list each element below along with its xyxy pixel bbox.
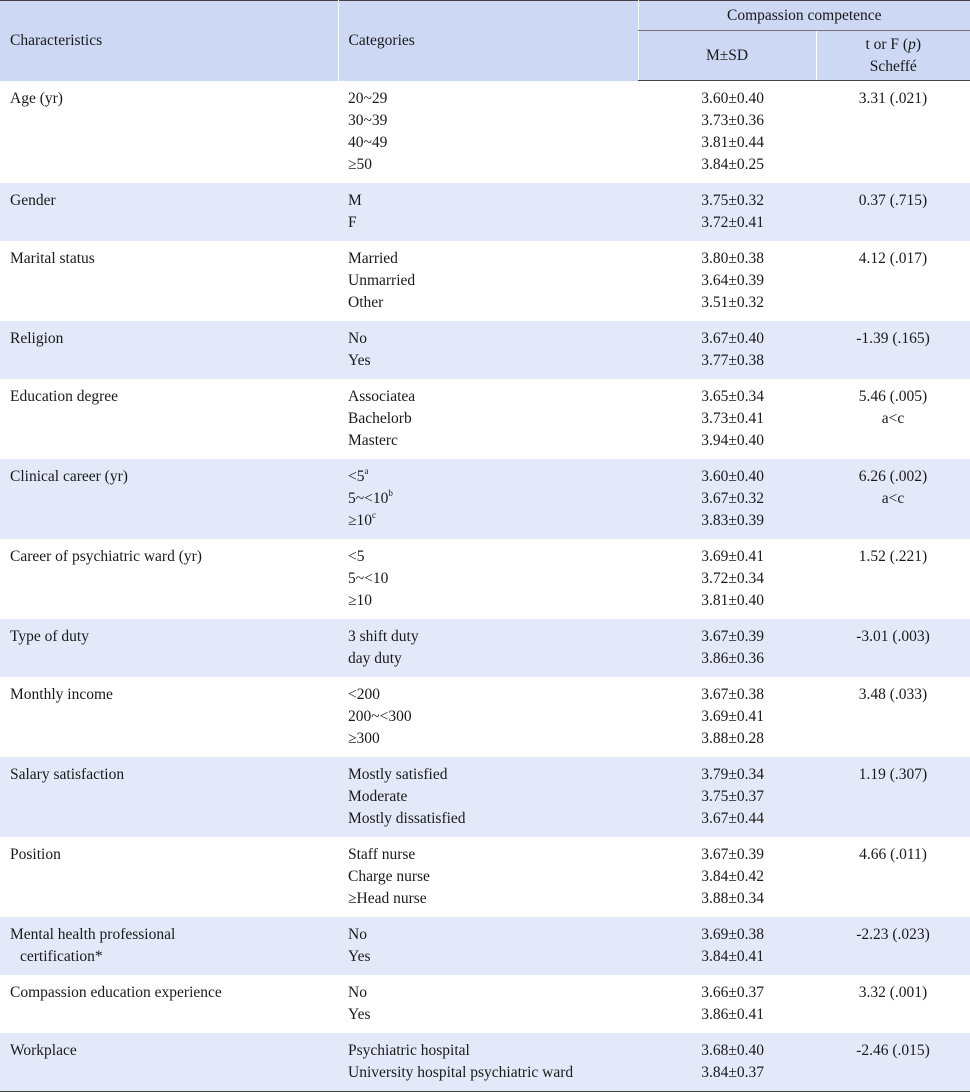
characteristic-cell xyxy=(0,619,338,677)
categories-cell xyxy=(338,241,638,321)
msd-value: 3.84±0.41 xyxy=(638,946,764,968)
category-item xyxy=(348,684,638,706)
table-header xyxy=(0,1,970,81)
test-statistic: 3.32 (.001) xyxy=(816,982,970,1004)
category-item xyxy=(348,1004,638,1026)
category-label: ≥Head nurse xyxy=(348,890,427,907)
table-row xyxy=(0,837,970,917)
msd-cell xyxy=(638,975,816,1033)
category-label: No xyxy=(348,984,367,1001)
msd-cell xyxy=(638,677,816,757)
table-row xyxy=(0,321,970,379)
category-item xyxy=(348,408,638,430)
msd-cell xyxy=(638,757,816,837)
characteristic-label: Education degree xyxy=(10,386,338,408)
characteristic-label: Career of psychiatric ward (yr) xyxy=(10,546,338,568)
category-item xyxy=(348,190,638,212)
category-label: 5~<10 xyxy=(348,490,388,507)
category-label: No xyxy=(348,330,367,347)
category-item xyxy=(348,982,638,1004)
msd-value: 3.73±0.41 xyxy=(638,408,764,430)
characteristic-label: Type of duty xyxy=(10,626,338,648)
table-row xyxy=(0,1033,970,1092)
msd-cell xyxy=(638,837,816,917)
category-label: Associatea xyxy=(348,388,415,405)
category-label: Masterc xyxy=(348,432,398,449)
test-cell xyxy=(816,917,970,975)
category-superscript: a xyxy=(365,466,369,476)
table-row xyxy=(0,539,970,619)
msd-value: 3.83±0.39 xyxy=(638,510,764,532)
characteristic-cell xyxy=(0,379,338,459)
header-test-p: p xyxy=(908,36,916,53)
test-cell xyxy=(816,1033,970,1092)
category-label: <5 xyxy=(348,548,365,565)
category-item xyxy=(348,430,638,452)
msd-value: 3.84±0.37 xyxy=(638,1062,764,1084)
msd-value: 3.84±0.25 xyxy=(638,154,764,176)
category-item xyxy=(348,946,638,968)
test-cell xyxy=(816,677,970,757)
category-item xyxy=(348,466,638,488)
table-row xyxy=(0,183,970,241)
scheffe-result: a<c xyxy=(816,408,970,430)
msd-value: 3.69±0.38 xyxy=(638,924,764,946)
msd-value: 3.67±0.38 xyxy=(638,684,764,706)
characteristic-cell xyxy=(0,757,338,837)
msd-value: 3.88±0.34 xyxy=(638,888,764,910)
characteristic-label: Clinical career (yr) xyxy=(10,466,338,488)
msd-cell xyxy=(638,619,816,677)
category-label: Psychiatric hospital xyxy=(348,1042,470,1059)
category-item xyxy=(348,1062,638,1084)
test-cell xyxy=(816,459,970,539)
characteristic-cell xyxy=(0,975,338,1033)
categories-cell xyxy=(338,183,638,241)
test-statistic: 4.12 (.017) xyxy=(816,248,970,270)
category-label: 20~29 xyxy=(348,90,387,107)
category-item xyxy=(348,110,638,132)
msd-cell xyxy=(638,379,816,459)
table-row xyxy=(0,379,970,459)
category-label: Staff nurse xyxy=(348,846,415,863)
table-row xyxy=(0,81,970,184)
table-row xyxy=(0,975,970,1033)
test-cell xyxy=(816,183,970,241)
characteristic-label: Monthly income xyxy=(10,684,338,706)
msd-cell xyxy=(638,1033,816,1092)
msd-cell xyxy=(638,459,816,539)
msd-value: 3.72±0.41 xyxy=(638,212,764,234)
characteristic-cell xyxy=(0,81,338,184)
header-categories: Categories xyxy=(338,1,638,81)
msd-value: 3.81±0.40 xyxy=(638,590,764,612)
characteristic-label: Marital status xyxy=(10,248,338,270)
test-statistic: 5.46 (.005) xyxy=(816,386,970,408)
category-item xyxy=(348,212,638,234)
category-label: ≥50 xyxy=(348,156,372,173)
category-item xyxy=(348,328,638,350)
categories-cell xyxy=(338,677,638,757)
category-label: M xyxy=(348,192,362,209)
test-statistic: -1.39 (.165) xyxy=(816,328,970,350)
header-characteristics: Characteristics xyxy=(0,1,338,81)
category-item xyxy=(348,350,638,372)
scheffe-result: a<c xyxy=(816,488,970,510)
msd-value: 3.66±0.37 xyxy=(638,982,764,1004)
characteristic-label: Workplace xyxy=(10,1040,338,1062)
header-test-suffix: ) xyxy=(916,36,921,53)
msd-value: 3.88±0.28 xyxy=(638,728,764,750)
msd-value: 3.60±0.40 xyxy=(638,466,764,488)
characteristic-label: Mental health professional xyxy=(10,924,338,946)
category-label: ≥10 xyxy=(348,512,372,529)
category-label: day duty xyxy=(348,650,402,667)
categories-cell xyxy=(338,539,638,619)
category-label: University hospital psychiatric ward xyxy=(348,1064,573,1081)
category-item xyxy=(348,808,638,830)
table-row xyxy=(0,677,970,757)
test-cell xyxy=(816,757,970,837)
category-item xyxy=(348,706,638,728)
test-statistic: 1.19 (.307) xyxy=(816,764,970,786)
category-label: Moderate xyxy=(348,788,407,805)
characteristic-cell xyxy=(0,241,338,321)
category-label: Yes xyxy=(348,352,371,369)
msd-value: 3.80±0.38 xyxy=(638,248,764,270)
msd-value: 3.64±0.39 xyxy=(638,270,764,292)
categories-cell xyxy=(338,1033,638,1092)
table-body xyxy=(0,81,970,1092)
msd-value: 3.84±0.42 xyxy=(638,866,764,888)
category-item xyxy=(348,728,638,750)
table-row xyxy=(0,459,970,539)
msd-cell xyxy=(638,917,816,975)
msd-value: 3.65±0.34 xyxy=(638,386,764,408)
characteristic-cell xyxy=(0,321,338,379)
category-item xyxy=(348,154,638,176)
test-statistic: 6.26 (.002) xyxy=(816,466,970,488)
category-item xyxy=(348,386,638,408)
msd-value: 3.60±0.40 xyxy=(638,88,764,110)
characteristic-cell xyxy=(0,917,338,975)
test-cell xyxy=(816,539,970,619)
characteristic-label: Gender xyxy=(10,190,338,212)
categories-cell xyxy=(338,619,638,677)
categories-cell xyxy=(338,917,638,975)
characteristic-cell xyxy=(0,677,338,757)
category-item xyxy=(348,764,638,786)
category-label: Other xyxy=(348,294,383,311)
header-msd: M±SD xyxy=(638,31,816,81)
category-label: Married xyxy=(348,250,398,267)
category-superscript: c xyxy=(372,510,376,520)
category-item xyxy=(348,248,638,270)
msd-value: 3.73±0.36 xyxy=(638,110,764,132)
category-label: 40~49 xyxy=(348,134,387,151)
test-statistic: -2.23 (.023) xyxy=(816,924,970,946)
test-cell xyxy=(816,81,970,184)
category-label: 200~<300 xyxy=(348,708,412,725)
test-cell xyxy=(816,379,970,459)
table-row xyxy=(0,757,970,837)
category-label: Charge nurse xyxy=(348,868,430,885)
category-item xyxy=(348,786,638,808)
categories-cell xyxy=(338,757,638,837)
test-statistic: -2.46 (.015) xyxy=(816,1040,970,1062)
msd-value: 3.79±0.34 xyxy=(638,764,764,786)
header-compassion-competence: Compassion competence xyxy=(638,1,970,31)
category-item xyxy=(348,844,638,866)
msd-value: 3.94±0.40 xyxy=(638,430,764,452)
msd-value: 3.69±0.41 xyxy=(638,546,764,568)
characteristic-cell xyxy=(0,183,338,241)
category-item xyxy=(348,488,638,510)
test-statistic: 4.66 (.011) xyxy=(816,844,970,866)
category-item xyxy=(348,648,638,670)
category-item xyxy=(348,888,638,910)
category-item xyxy=(348,88,638,110)
characteristic-label: Age (yr) xyxy=(10,88,338,110)
characteristic-cell xyxy=(0,539,338,619)
test-cell xyxy=(816,975,970,1033)
test-cell xyxy=(816,619,970,677)
table-row xyxy=(0,619,970,677)
category-label: No xyxy=(348,926,367,943)
category-item xyxy=(348,546,638,568)
msd-value: 3.86±0.41 xyxy=(638,1004,764,1026)
test-statistic: 1.52 (.221) xyxy=(816,546,970,568)
category-item xyxy=(348,626,638,648)
msd-cell xyxy=(638,321,816,379)
category-item xyxy=(348,132,638,154)
category-item xyxy=(348,924,638,946)
msd-value: 3.67±0.32 xyxy=(638,488,764,510)
test-statistic: 3.48 (.033) xyxy=(816,684,970,706)
category-label: <5 xyxy=(348,468,365,485)
category-label: Mostly dissatisfied xyxy=(348,810,466,827)
category-label: 5~<10 xyxy=(348,570,388,587)
test-statistic: 0.37 (.715) xyxy=(816,190,970,212)
msd-value: 3.72±0.34 xyxy=(638,568,764,590)
categories-cell xyxy=(338,459,638,539)
category-label: ≥300 xyxy=(348,730,380,747)
msd-cell xyxy=(638,241,816,321)
category-item xyxy=(348,510,638,532)
category-label: Yes xyxy=(348,948,371,965)
category-label: Yes xyxy=(348,1006,371,1023)
category-label: Bachelorb xyxy=(348,410,412,427)
categories-cell xyxy=(338,975,638,1033)
test-statistic: 3.31 (.021) xyxy=(816,88,970,110)
category-label: F xyxy=(348,214,357,231)
table-row xyxy=(0,241,970,321)
characteristic-cell xyxy=(0,837,338,917)
categories-cell xyxy=(338,379,638,459)
category-item xyxy=(348,292,638,314)
characteristic-label: Religion xyxy=(10,328,338,350)
test-cell xyxy=(816,321,970,379)
test-cell xyxy=(816,241,970,321)
table-row xyxy=(0,917,970,975)
characteristic-label: certification* xyxy=(10,946,338,968)
msd-value: 3.67±0.39 xyxy=(638,626,764,648)
msd-value: 3.67±0.40 xyxy=(638,328,764,350)
category-item xyxy=(348,270,638,292)
msd-value: 3.67±0.44 xyxy=(638,808,764,830)
category-label: <200 xyxy=(348,686,380,703)
category-label: Mostly satisfied xyxy=(348,766,447,783)
characteristic-label: Position xyxy=(10,844,338,866)
categories-cell xyxy=(338,321,638,379)
msd-value: 3.68±0.40 xyxy=(638,1040,764,1062)
characteristic-cell xyxy=(0,459,338,539)
category-label: ≥10 xyxy=(348,592,372,609)
msd-value: 3.75±0.32 xyxy=(638,190,764,212)
category-item xyxy=(348,1040,638,1062)
msd-value: 3.69±0.41 xyxy=(638,706,764,728)
header-test xyxy=(816,31,970,81)
header-test-line1 xyxy=(817,34,970,56)
header-test-line2: Scheffé xyxy=(817,56,970,78)
category-label: 3 shift duty xyxy=(348,628,419,645)
test-statistic: -3.01 (.003) xyxy=(816,626,970,648)
msd-value: 3.86±0.36 xyxy=(638,648,764,670)
msd-value: 3.81±0.44 xyxy=(638,132,764,154)
category-item xyxy=(348,590,638,612)
category-item xyxy=(348,866,638,888)
categories-cell xyxy=(338,837,638,917)
msd-cell xyxy=(638,183,816,241)
characteristic-cell xyxy=(0,1033,338,1092)
msd-cell xyxy=(638,539,816,619)
category-label: 30~39 xyxy=(348,112,387,129)
test-cell xyxy=(816,837,970,917)
category-item xyxy=(348,568,638,590)
categories-cell xyxy=(338,81,638,184)
characteristic-label: Compassion education experience xyxy=(10,982,338,1004)
header-test-prefix: t or F ( xyxy=(865,36,908,53)
category-superscript: b xyxy=(388,488,393,498)
characteristic-label: Salary satisfaction xyxy=(10,764,338,786)
msd-value: 3.77±0.38 xyxy=(638,350,764,372)
msd-value: 3.75±0.37 xyxy=(638,786,764,808)
msd-cell xyxy=(638,81,816,184)
msd-value: 3.67±0.39 xyxy=(638,844,764,866)
msd-value: 3.51±0.32 xyxy=(638,292,764,314)
category-label: Unmarried xyxy=(348,272,415,289)
